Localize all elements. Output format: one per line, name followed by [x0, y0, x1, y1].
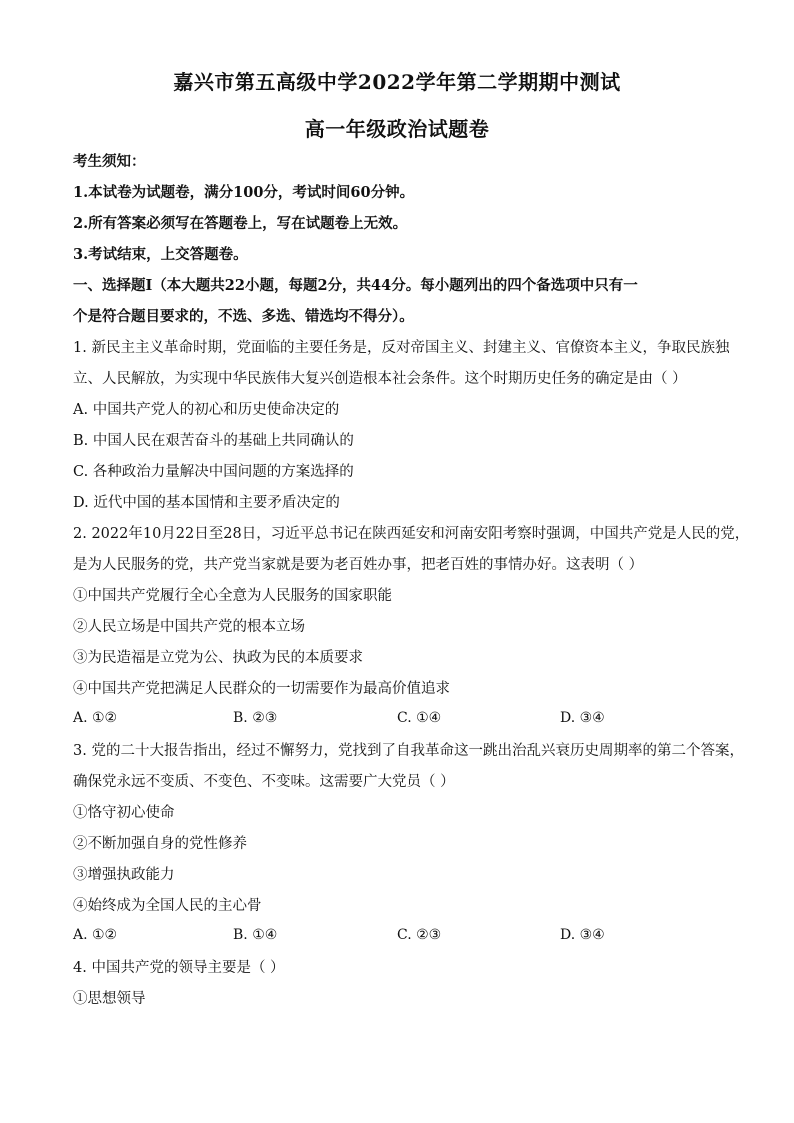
question-1-stem: 1. 新民主主义革命时期，党面临的主要任务是，反对帝国主义、封建主义、官僚资本主义，争取民族独 — [73, 340, 730, 356]
exam-title: 嘉兴市第五高级中学2022学年第二学期期中测试 — [173, 70, 621, 94]
option-c: C. ①④ — [397, 710, 442, 726]
instruction-item: 2.所有答案必须写在答题卷上，写在试题卷上无效。 — [73, 215, 408, 232]
option-d: D. ③④ — [560, 710, 605, 726]
question-3-statement: ①恪守初心使命 — [73, 805, 175, 821]
question-1-choice-a: A. 中国共产党人的初心和历史使命决定的 — [73, 402, 340, 418]
question-4-stem: 4. 中国共产党的领导主要是（ ） — [73, 960, 285, 976]
question-3-stem: 3. 党的二十大报告指出，经过不懈努力，党找到了自我革命这一跳出治乱兴衰历史周期率的第二个答案， — [73, 743, 744, 759]
question-2-stem: 2. 2022年10月22日至28日，习近平总书记在陕西延安和河南安阳考察时强调，中国共产党是人民的党， — [73, 526, 750, 542]
question-3-options — [73, 927, 733, 947]
option-c: C. ②③ — [397, 927, 442, 943]
question-1-choice-c: C. 各种政治力量解决中国问题的方案选择的 — [73, 464, 354, 480]
option-a: A. ①② — [73, 927, 118, 943]
exam-subtitle: 高一年级政治试题卷 — [304, 117, 490, 141]
option-a: A. ①② — [73, 710, 118, 726]
option-b: B. ②③ — [233, 710, 278, 726]
question-2-stem-cont: 是为人民服务的党，共产党当家就是要为老百姓办事，把老百姓的事情办好。这表明（ ） — [73, 557, 644, 573]
option-d: D. ③④ — [560, 927, 605, 943]
question-2-statement: ③为民造福是立党为公、执政为民的本质要求 — [73, 650, 363, 666]
instruction-item: 1.本试卷为试题卷，满分100分，考试时间60分钟。 — [73, 184, 415, 201]
option-b: B. ①④ — [233, 927, 278, 943]
question-4-statement: ①思想领导 — [73, 991, 146, 1007]
instructions-heading: 考生须知： — [73, 153, 146, 170]
section-heading: 一、选择题Ⅰ（本大题共22小题，每题2分，共44分。每小题列出的四个备选项中只有一 — [73, 277, 638, 294]
instruction-item: 3.考试结束，上交答题卷。 — [73, 246, 248, 263]
question-3-statement: ④始终成为全国人民的主心骨 — [73, 898, 262, 914]
question-1-choice-d: D. 近代中国的基本国情和主要矛盾决定的 — [73, 495, 340, 511]
question-3-statement: ②不断加强自身的党性修养 — [73, 836, 247, 852]
question-2-statement: ④中国共产党把满足人民群众的一切需要作为最高价值追求 — [73, 681, 450, 697]
question-2-statement: ②人民立场是中国共产党的根本立场 — [73, 619, 305, 635]
question-3-statement: ③增强执政能力 — [73, 867, 175, 883]
question-2-statement: ①中国共产党履行全心全意为人民服务的国家职能 — [73, 588, 392, 604]
question-1-choice-b: B. 中国人民在艰苦奋斗的基础上共同确认的 — [73, 433, 354, 449]
question-2-options — [73, 710, 733, 730]
question-3-stem-cont: 确保党永远不变质、不变色、不变味。这需要广大党员（ ） — [73, 774, 455, 790]
section-heading-cont: 个是符合题目要求的，不选、多选、错选均不得分）。 — [73, 308, 414, 325]
question-1-stem-cont: 立、人民解放，为实现中华民族伟大复兴创造根本社会条件。这个时期历史任务的确定是由（ ） — [73, 371, 687, 387]
